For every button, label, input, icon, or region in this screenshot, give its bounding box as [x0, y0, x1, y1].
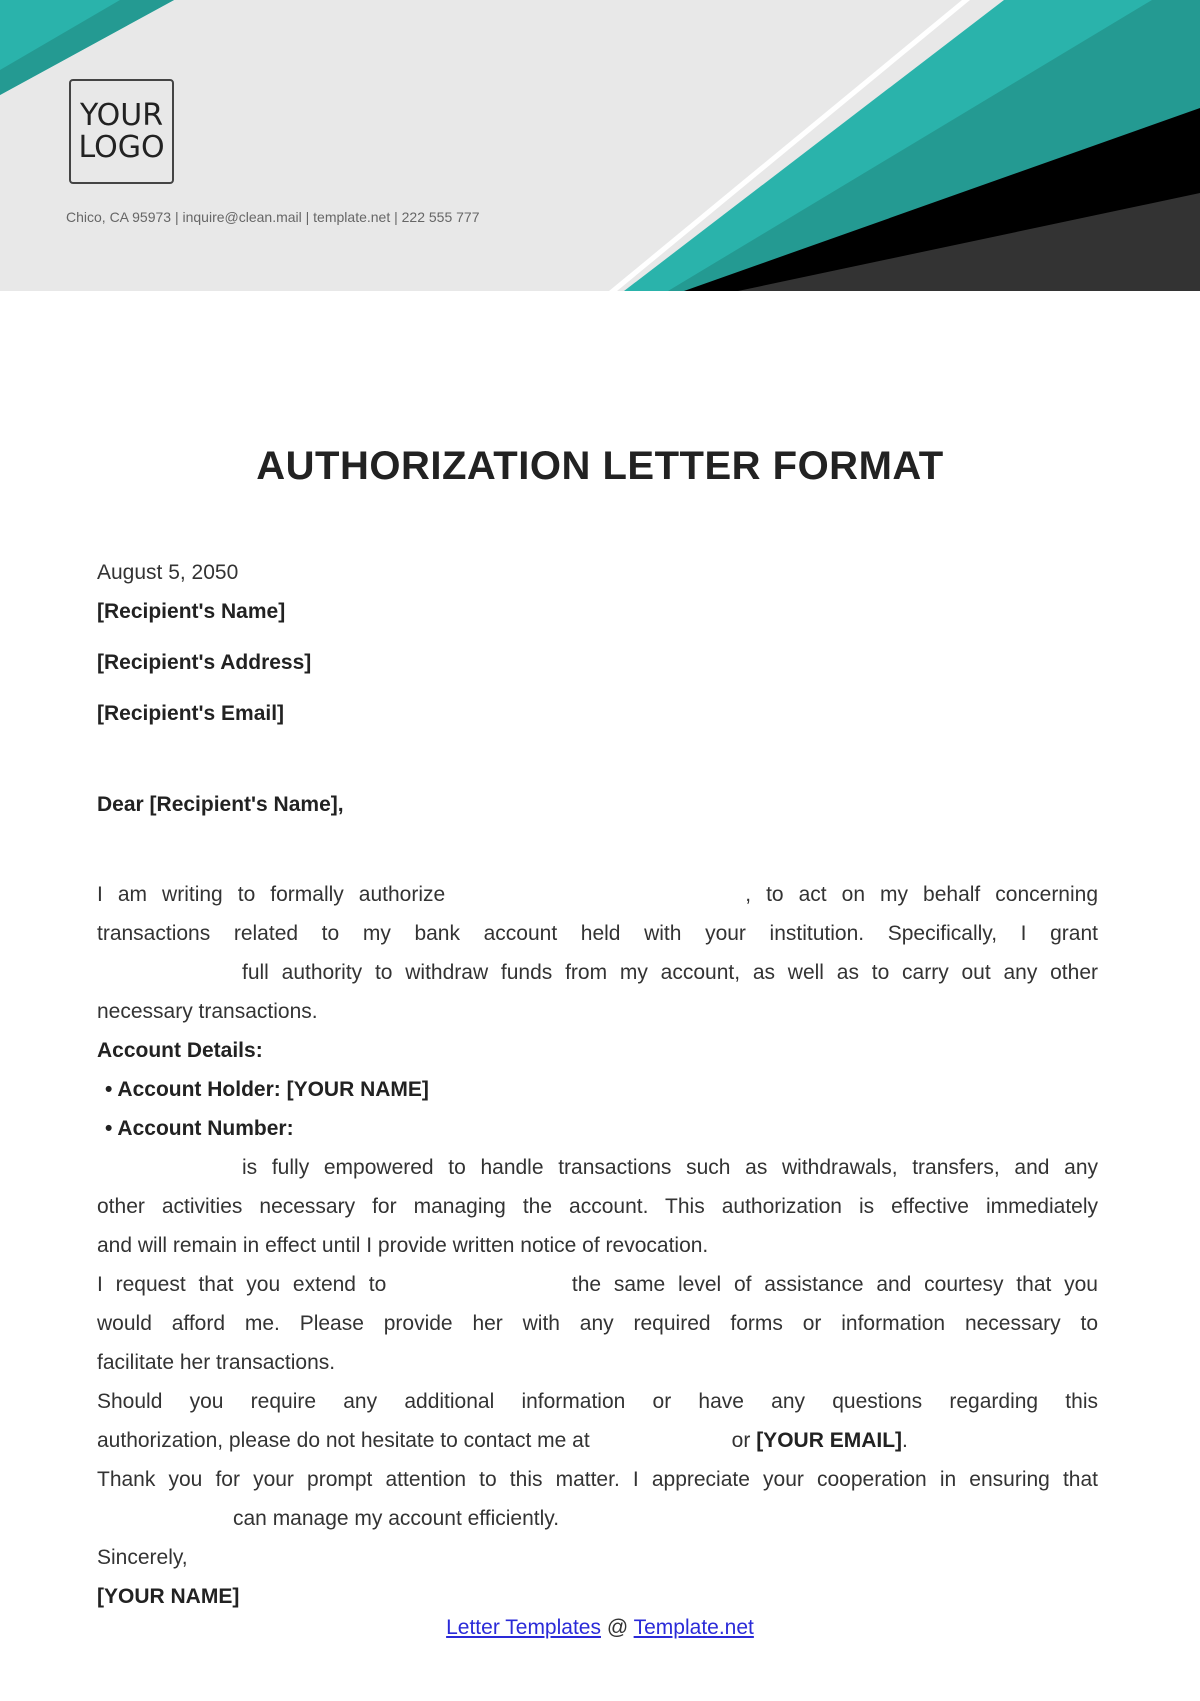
email-placeholder: [YOUR EMAIL]: [756, 1429, 903, 1452]
paragraph-empowerment: [97, 1148, 1098, 1265]
letterhead: [0, 0, 1200, 291]
text-line: transactions related to my bank account held with your institution. Specifically, I grant: [97, 922, 1098, 945]
text-line: would afford me. Please provide her with any required forms or information necessary to: [97, 1312, 1098, 1335]
page-title: AUTHORIZATION LETTER FORMAT: [256, 444, 944, 488]
template-net-link[interactable]: Template.net: [633, 1616, 754, 1639]
letter-templates-link[interactable]: Letter Templates: [446, 1616, 601, 1639]
text-line: [97, 1421, 1098, 1460]
date: August 5, 2050: [97, 561, 239, 584]
text: authorization, please do not hesitate to contact me at: [97, 1429, 590, 1452]
text-line: and will remain in effect until I provide written notice of revocation.: [97, 1234, 709, 1257]
text-line: full authority to withdraw funds from my account, as well as to carry out any other: [242, 961, 1098, 984]
recipient-address: [Recipient's Address]: [97, 651, 312, 674]
contact-info: Chico, CA 95973 | inquire@clean.mail | template.net | 222 555 777: [66, 209, 480, 225]
logo-placeholder: [69, 79, 174, 184]
account-number-item: • Account Number:: [97, 1109, 1098, 1148]
text-line: Thank you for your prompt attention to this matter. I appreciate your cooperation in ensuring that: [97, 1468, 1098, 1491]
text-line: [97, 1265, 1098, 1304]
salutation: Dear [Recipient's Name],: [97, 793, 344, 816]
text: , to act on my behalf concerning: [745, 883, 1098, 906]
text-line: [97, 875, 1098, 914]
text-line: necessary transactions.: [97, 1000, 318, 1023]
letter-body: [97, 553, 1098, 1616]
text-line: facilitate her transactions.: [97, 1351, 336, 1374]
decorative-shapes: [0, 0, 1200, 291]
recipient-email: [Recipient's Email]: [97, 702, 285, 725]
paragraph-thanks: [97, 1460, 1098, 1538]
text: I request that you extend to: [97, 1273, 387, 1296]
text: the same level of assistance and courtesy that you: [571, 1273, 1098, 1296]
paragraph-contact: [97, 1382, 1098, 1460]
text-line: other activities necessary for managing the account. This authorization is effective immediately: [97, 1195, 1098, 1218]
closing: Sincerely,: [97, 1546, 188, 1569]
logo-text-line1: YOUR: [79, 97, 164, 133]
account-details-label: Account Details:: [97, 1039, 263, 1062]
logo-text-line2: LOGO: [78, 129, 165, 165]
recipient-name: [Recipient's Name]: [97, 600, 286, 623]
text: I am writing to formally authorize: [97, 883, 446, 906]
account-holder-item: • Account Holder: [YOUR NAME]: [97, 1070, 1098, 1109]
text: or: [731, 1429, 751, 1452]
signature: [YOUR NAME]: [97, 1585, 240, 1608]
text-line: is fully empowered to handle transactions such as withdrawals, transfers, and any: [242, 1156, 1098, 1179]
text-line: can manage my account efficiently.: [233, 1507, 560, 1530]
text: .: [902, 1429, 908, 1452]
footer: [0, 1616, 1200, 1640]
footer-separator: @: [606, 1616, 629, 1639]
paragraph-request: [97, 1265, 1098, 1382]
paragraph-authorization: [97, 875, 1098, 1031]
text-line: Should you require any additional information or have any questions regarding this: [97, 1390, 1098, 1413]
